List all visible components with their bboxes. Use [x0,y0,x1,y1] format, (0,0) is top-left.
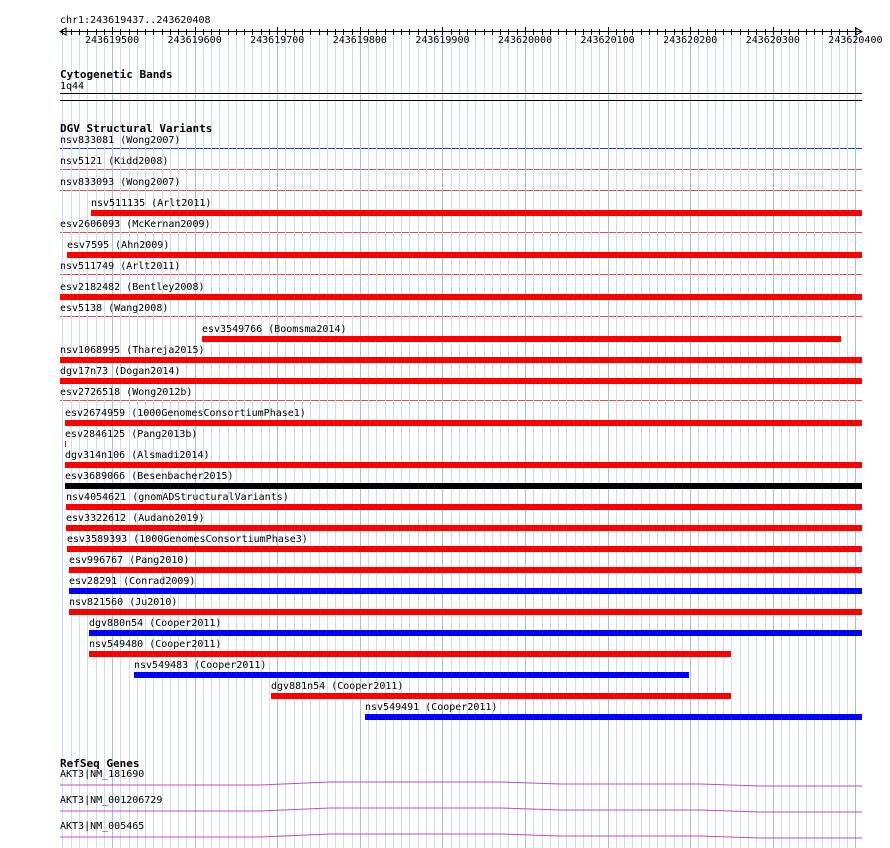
dgv-variant-bar[interactable] [65,462,862,468]
dgv-variant-bar[interactable] [66,525,862,531]
dgv-variant-bar[interactable] [60,357,862,363]
dgv-variant-label[interactable]: nsv1068995 (Thareja2015) [60,345,205,356]
dgv-variant-label[interactable]: nsv833093 (Wong2007) [60,177,181,188]
dgv-variant-label[interactable]: nsv821560 (Ju2010) [69,597,178,608]
ruler-tick-label: 243619500 [84,35,140,46]
ruler-tick-label: 243619900 [415,35,470,46]
dgv-variant-label[interactable]: esv3589393 (1000GenomesConsortiumPhase3) [67,534,308,545]
dgv-variant-label[interactable]: nsv4054621 (gnomADStructuralVariants) [66,492,289,503]
dgv-variant-bar[interactable] [69,609,862,615]
dgv-variant-label[interactable]: dgv881n54 (Cooper2011) [271,681,404,692]
dgv-variant-bar[interactable] [89,651,731,657]
dgv-variant-label[interactable]: dgv880n54 (Cooper2011) [89,618,222,629]
dgv-variant-label[interactable]: nsv833081 (Wong2007) [60,135,181,146]
track-divider [60,100,862,101]
dgv-variant-bar[interactable] [67,252,862,258]
dgv-variant-label[interactable]: esv2846125 (Pang2013b) [65,429,198,440]
dgv-variant-label[interactable]: esv3689066 (Besenbacher2015) [65,471,234,482]
dgv-variant-bar[interactable] [60,378,862,384]
dgv-variant-bar[interactable] [69,588,862,594]
dgv-variant-label[interactable]: nsv511135 (Arlt2011) [91,198,212,209]
dgv-variant-bar[interactable] [134,672,689,678]
location-label: chr1:243619437..243620408 [60,15,211,26]
dgv-variant-label[interactable]: esv7595 (Ahn2009) [67,240,170,251]
dgv-variant-bar[interactable] [60,294,862,300]
dgv-variant-bar[interactable] [202,336,841,342]
dgv-variant-label[interactable]: nsv549491 (Cooper2011) [365,702,498,713]
dgv-variant-label[interactable]: esv2674959 (1000GenomesConsortiumPhase1) [65,408,306,419]
refseq-gene-line[interactable] [60,808,862,812]
ruler-tick-label: 243619700 [250,35,305,46]
dgv-variant-bar[interactable] [271,693,731,699]
dgv-variant-label[interactable]: nsv511749 (Arlt2011) [60,261,181,272]
refseq-gene-line[interactable] [60,834,862,838]
ruler-tick-label: 243620100 [580,35,635,46]
dgv-variant-label[interactable]: esv3549766 (Boomsma2014) [202,324,347,335]
cytoband-label[interactable]: 1q44 [60,81,85,92]
dgv-variant-bar[interactable] [65,420,862,426]
ruler-tick-label: 243620300 [745,35,800,46]
dgv-track-title: DGV Structural Variants [60,122,213,135]
dgv-variant-bar[interactable] [66,504,862,510]
dgv-variant-bar[interactable] [65,483,862,489]
dgv-variant-label[interactable]: esv2726518 (Wong2012b) [60,387,193,398]
dgv-variant-bar[interactable] [365,714,862,720]
dgv-variant-label[interactable]: dgv17n73 (Dogan2014) [60,366,181,377]
dgv-variant-label[interactable]: esv2606093 (McKernan2009) [60,219,211,230]
refseq-track-title: RefSeq Genes [60,757,140,770]
dgv-variant-bar[interactable] [69,567,862,573]
refseq-gene-label[interactable]: AKT3|NM_001206729 [60,795,163,806]
dgv-variant-bar[interactable] [67,546,862,552]
refseq-gene-label[interactable]: AKT3|NM_181690 [60,769,145,780]
dgv-variant-label[interactable]: esv5138 (Wang2008) [60,303,169,314]
ruler-tick-label: 243619800 [332,35,387,46]
ruler-tick-label: 243619600 [167,35,222,46]
ruler-tick-label: 243620200 [663,35,718,46]
ruler-tick-label: 243620000 [497,35,553,46]
dgv-variant-label[interactable]: nsv5121 (Kidd2008) [60,156,169,167]
dgv-variant-label[interactable]: nsv549480 (Cooper2011) [89,639,222,650]
dgv-variant-bar[interactable] [89,630,862,636]
dgv-variant-label[interactable]: esv2182482 (Bentley2008) [60,282,205,293]
dgv-variant-label[interactable]: esv28291 (Conrad2009) [69,576,196,587]
cytoband-track-title: Cytogenetic Bands [60,68,173,81]
dgv-variant-bar[interactable] [91,210,862,216]
dgv-variant-label[interactable]: nsv549483 (Cooper2011) [134,660,267,671]
refseq-gene-line[interactable] [60,782,862,786]
refseq-gene-label[interactable]: AKT3|NM_005465 [60,821,145,832]
dgv-variant-bar[interactable] [65,441,66,447]
cytoband-line [60,93,862,94]
dgv-variant-label[interactable]: dgv314n106 (Alsmadi2014) [65,450,210,461]
dgv-variant-label[interactable]: esv3322612 (Audano2019) [66,513,205,524]
ruler-tick-label: 243620400 [828,35,883,46]
dgv-variant-label[interactable]: esv996767 (Pang2010) [69,555,190,566]
